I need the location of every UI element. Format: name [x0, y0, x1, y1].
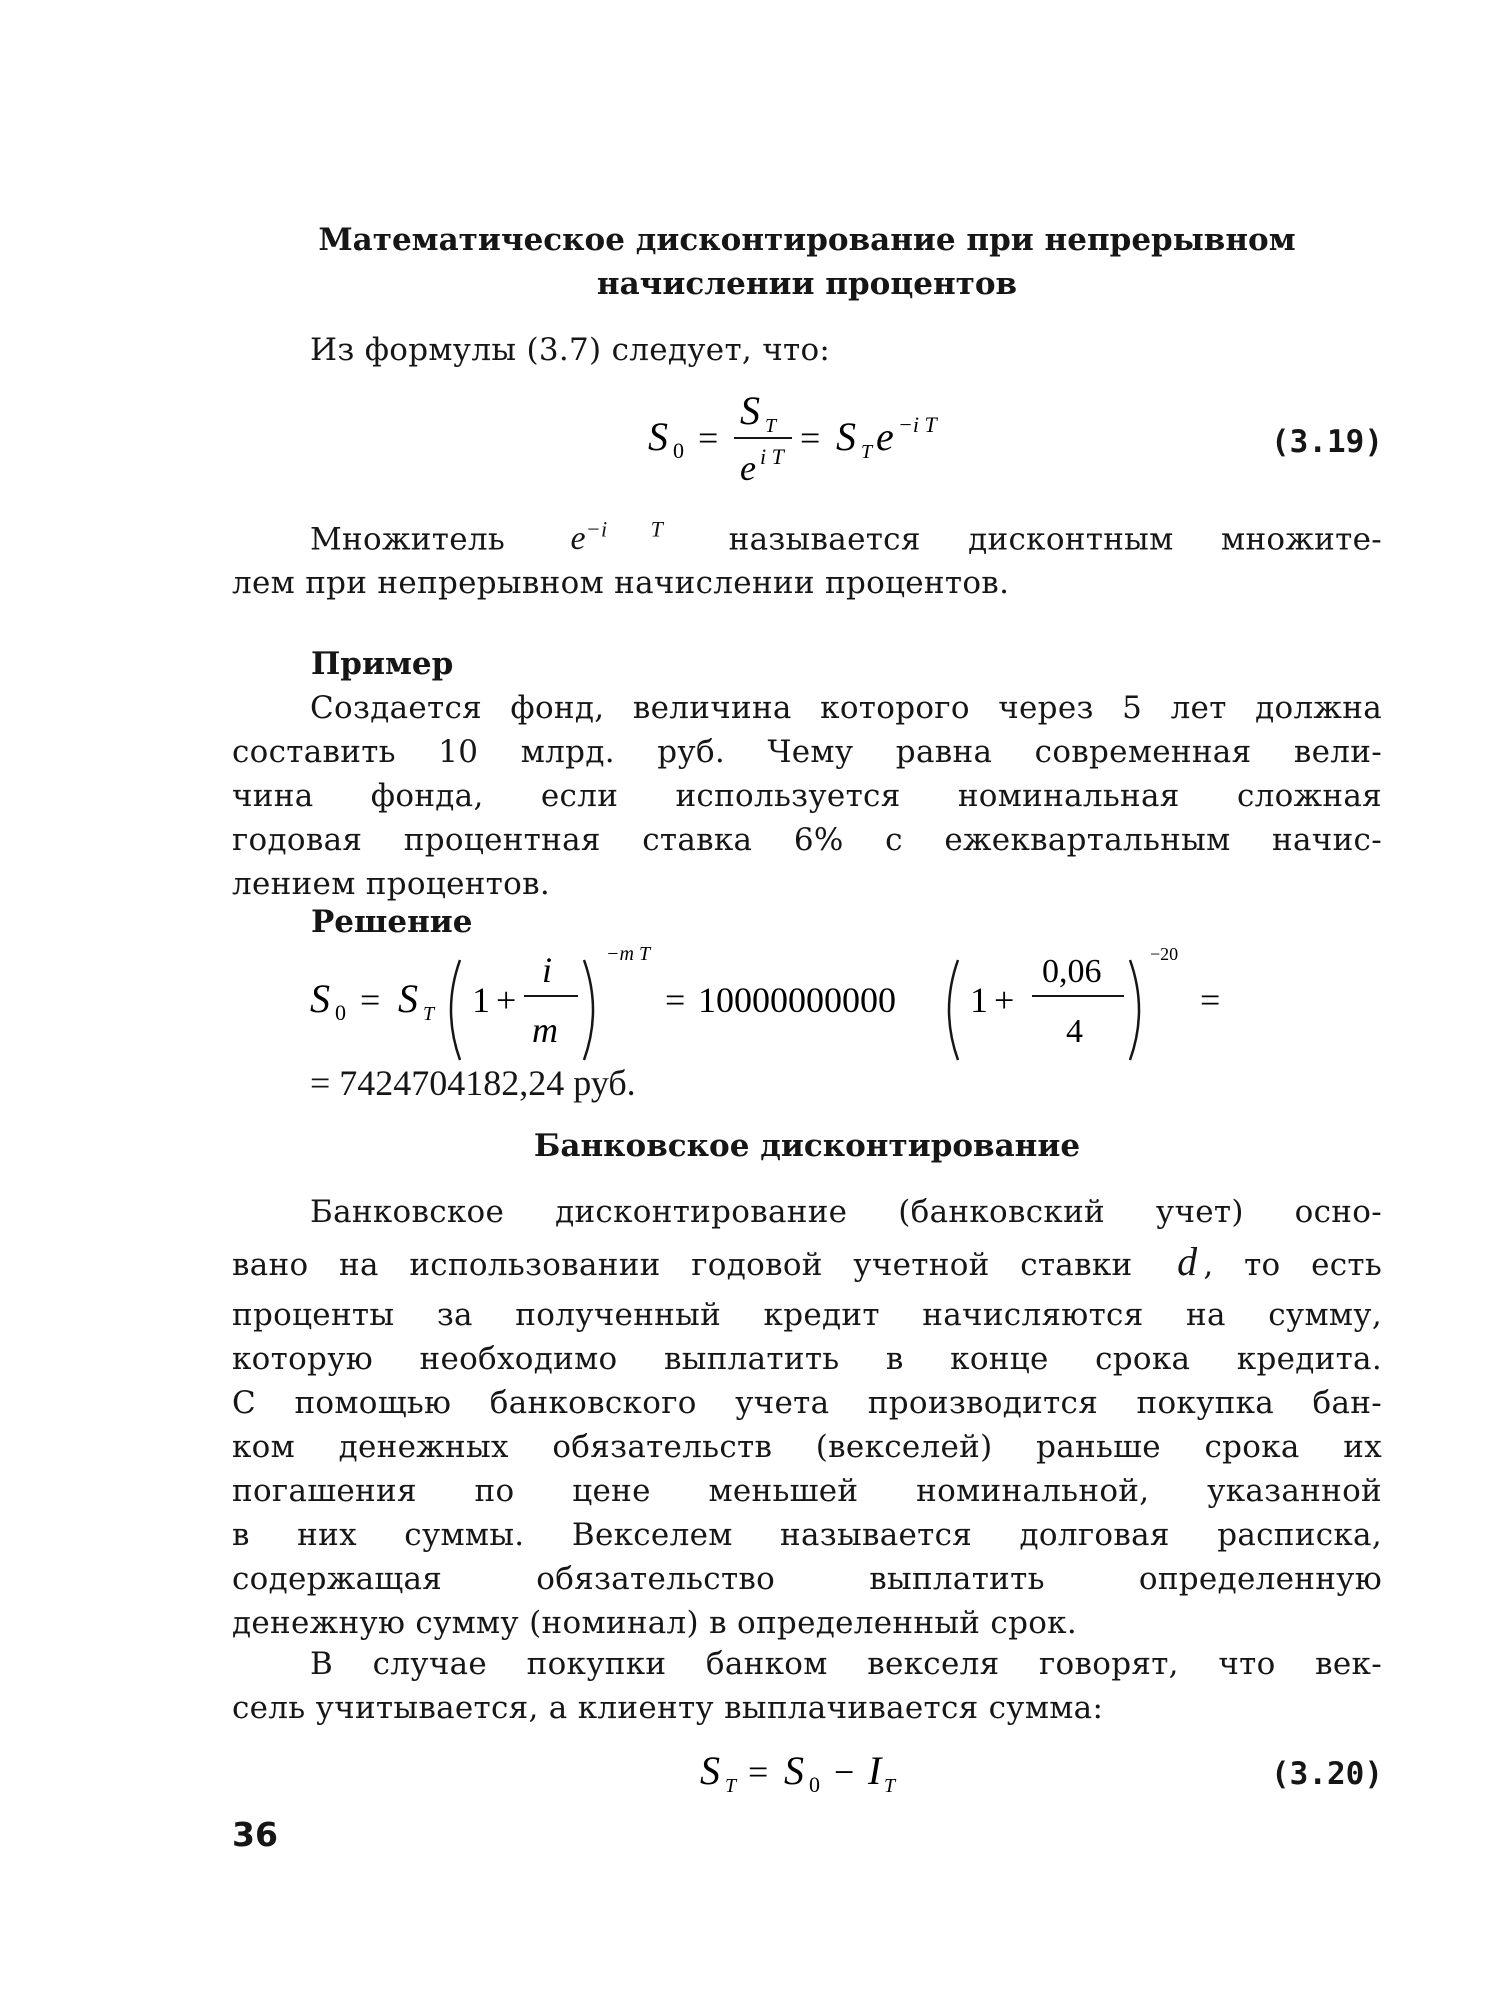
svg-text:S: S — [836, 414, 856, 459]
bank-line: Банковское дисконтирование (банковский учет) осно- — [310, 1194, 1382, 1230]
svg-text:I: I — [868, 1748, 882, 1793]
example-line: чина фонда, если используется номинальная сложная — [232, 778, 1382, 814]
bank-line2-after: , то есть — [1203, 1247, 1383, 1283]
section2-title: Банковское дисконтирование — [533, 1128, 1081, 1164]
solution-label: Решение — [311, 904, 473, 940]
bank-line: погашения по цене меньшей номинальной, указанной — [232, 1473, 1382, 1509]
multiplier-text-after: называется дисконтным множите- — [728, 521, 1383, 558]
svg-text:i T: i T — [760, 444, 784, 469]
svg-text:−i T: −i T — [898, 412, 937, 437]
page-number: 36 — [232, 1815, 278, 1854]
svg-text:S: S — [740, 388, 760, 433]
solution-m: 4 — [1066, 1013, 1083, 1050]
bank-line: проценты за полученный кредит начисляются на сумму, — [232, 1297, 1382, 1333]
svg-text:=: = — [665, 980, 686, 1020]
bill-line: сель учитывается, а клиенту выплачивается сумма: — [232, 1690, 1104, 1726]
bank-line: которую необходимо выплатить в конце срока кредита. — [232, 1341, 1382, 1377]
discount-rate-symbol: d — [1177, 1239, 1198, 1284]
example-label: Пример — [311, 646, 454, 682]
bank-discount-paragraph — [232, 1190, 1382, 1645]
svg-text:=: = — [360, 980, 381, 1020]
svg-text:e: e — [740, 448, 756, 488]
svg-text:S: S — [398, 976, 418, 1021]
multiplier-text-line2: лем при непрерывном начислении процентов. — [232, 565, 1010, 602]
bank-line: содержащая обязательство выплатить определенную — [232, 1561, 1382, 1597]
multiplier-expression: $e^{-i T}$ — [570, 517, 664, 558]
example-line: годовая процентная ставка 6% с ежеквартальным начис- — [232, 822, 1382, 858]
section-title-line2: начислении процентов — [596, 266, 1018, 302]
example-line: Создается фонд, величина которого через 5 лет должна — [310, 690, 1382, 726]
svg-text:=: = — [800, 418, 821, 458]
section-title-line1: Математическое дисконтирование при непрерывном — [318, 222, 1296, 258]
solution-result: = 7424704182,24 руб. — [310, 1063, 636, 1103]
svg-text:0: 0 — [673, 438, 684, 463]
bank-line: вано на использовании годовой учетной ставки — [232, 1247, 1133, 1283]
equation-number-3-20: (3.20) — [1271, 1756, 1383, 1792]
svg-text:i: i — [542, 950, 553, 990]
example-line: лением процентов. — [232, 866, 551, 902]
svg-text:T: T — [765, 415, 777, 437]
multiplier-text-before: Множитель — [310, 521, 506, 558]
bill-paragraph — [232, 1642, 1382, 1730]
svg-text:0: 0 — [335, 1000, 346, 1025]
svg-text:S: S — [700, 1748, 720, 1793]
svg-text:T: T — [423, 1003, 435, 1025]
svg-text:0: 0 — [809, 1772, 820, 1797]
svg-text:1: 1 — [472, 980, 490, 1020]
bank-line: денежную сумму (номинал) в определенный срок. — [232, 1605, 1078, 1641]
svg-text:1: 1 — [970, 980, 988, 1020]
svg-text:S: S — [784, 1748, 804, 1793]
intro-text: Из формулы (3.7) следует, что: — [310, 332, 831, 368]
svg-text:+: + — [994, 980, 1015, 1020]
svg-text:S: S — [648, 414, 668, 459]
multiplier-paragraph — [232, 508, 1382, 605]
svg-text:T: T — [861, 441, 873, 463]
example-line: составить 10 млрд. руб. Чему равна современная вели- — [232, 734, 1382, 770]
formula-3-20 — [700, 1736, 940, 1806]
svg-text:−m T: −m T — [606, 943, 651, 965]
svg-text:e: e — [876, 414, 894, 459]
svg-text:=: = — [748, 1752, 769, 1792]
example-paragraph — [232, 686, 1382, 906]
bank-line: С помощью банковского учета производится покупка бан- — [232, 1385, 1382, 1421]
svg-text:T: T — [884, 1775, 896, 1797]
equation-number-3-19: (3.19) — [1271, 424, 1383, 460]
solution-value: 10000000000 — [698, 980, 896, 1020]
svg-text:−: − — [834, 1752, 855, 1792]
svg-text:S: S — [310, 976, 330, 1021]
section-title — [232, 218, 1382, 306]
formula-3-19 — [640, 388, 980, 498]
svg-text:m: m — [532, 1010, 558, 1050]
svg-text:=: = — [1200, 980, 1221, 1020]
bill-line: В случае покупки банком векселя говорят, что век- — [310, 1646, 1382, 1682]
solution-exponent: −20 — [1150, 944, 1179, 964]
bank-line: ком денежных обязательств (векселей) раньше срока их — [232, 1429, 1382, 1465]
bank-line: в них суммы. Векселем называется долговая расписка, — [232, 1517, 1382, 1553]
solution-rate: 0,06 — [1042, 953, 1102, 990]
solution-formula — [310, 940, 1260, 1070]
svg-text:=: = — [698, 418, 719, 458]
svg-text:T: T — [725, 1775, 737, 1797]
intro-paragraph — [310, 328, 1460, 372]
svg-text:+: + — [496, 980, 517, 1020]
